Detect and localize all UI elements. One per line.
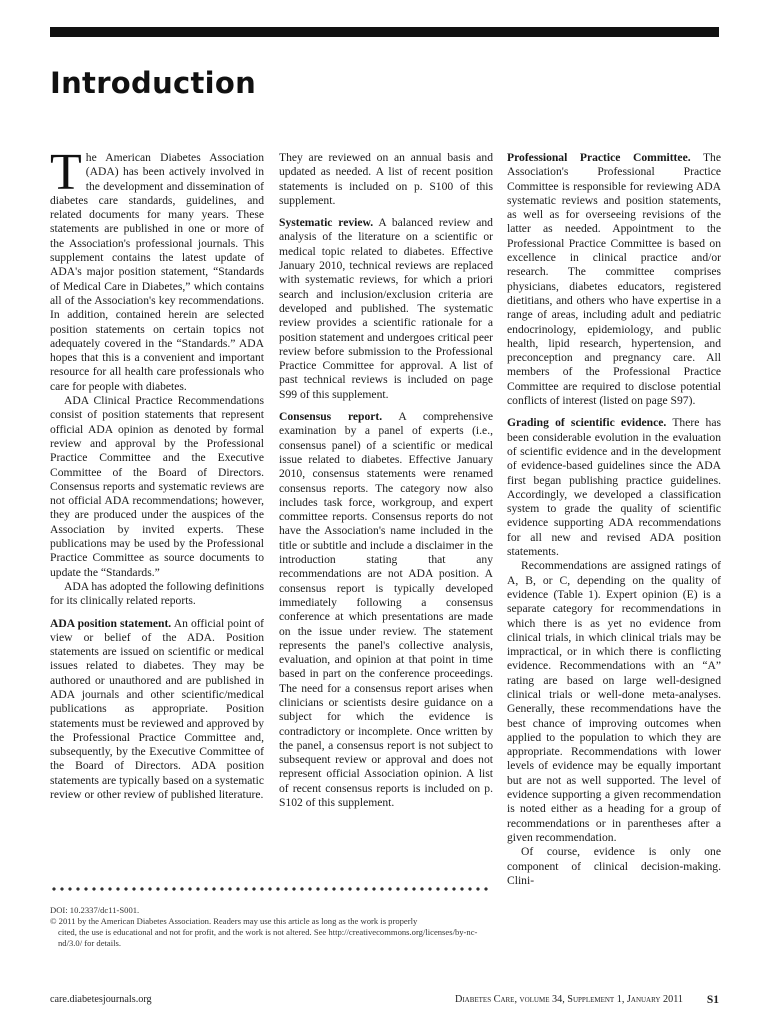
page-footer: [50, 994, 719, 1008]
column-3: [507, 151, 721, 888]
paragraph-recommendations: ADA Clinical Practice Recommendations consist of position statements that represent official ADA opinion as denoted by formal review and approval by the Professional Practice Committee and the Executive Committee of the Board of Directors. Consensus reports and systematic reviews are not official ADA recommendations; however, they are produced under the auspices of the Association by invited experts. These publications may be used by the Professional Practice Committee as source documents to update the “Standards.”: [50, 394, 264, 579]
paragraph-text: An official point of view or belief of the ADA. Position statements are issued on scientific or medical issues related to diabetes. They may be authored or unauthored and are published in ADA journals and other scientific/medical publications as appropriate. Position statements must be reviewed and approved by the Professional Practice Committee and, subsequently, by the Executive Committee of the Board of Directors. ADA position statements are typically based on a systematic review or other review of published literature.: [50, 616, 264, 802]
paragraph-review-basis: They are reviewed on an annual basis and updated as needed. A list of recent position statements is included on p. S100 of this supplement.: [279, 151, 493, 207]
section-heading: Professional Practice Committee.: [507, 151, 691, 164]
footnote: [50, 905, 490, 949]
section-heading: ADA position statement.: [50, 616, 172, 630]
paragraph-consensus-report: [279, 410, 493, 810]
paragraph-position-statement: [50, 617, 264, 803]
paragraph-text: he American Diabetes Association (ADA) has been actively involved in the development and dissemination of diabetes care standards, guidelines, and related documents for many years. These statements are published in one or more of the Association's professional journals. This supplement contains the latest update of ADA's major position statement, “Standards of Medical Care in Diabetes,” which contains all of the Association's key recommendations. In addition, contained herein are selected position statements on certain topics not adequately covered in the “Standards.” ADA hopes that this is a convenient and important resource for all health care professionals who care for people with diabetes.: [50, 151, 264, 393]
paragraph-ratings: Recommendations are assigned ratings of A, B, or C, depending on the quality of evidence (Table 1). Expert opinion (E) is a separate category for recommendations in which there is as yet no evidence from clinical trials, in which clinical trials may be impractical, or in which there is conflicting evidence. Recommendations with an “A” rating are based on large well-designed clinical trials or well-done meta-analyses. Generally, these recommendations have the best chance of improving outcomes when applied to the population to which they are appropriate. Recommendations with lower levels of evidence may be equally important but are not as well supported. The level of evidence supporting a given recommendation is noted either as a heading for a group of recommendations or in parentheses after a given recommendation.: [507, 559, 721, 844]
paragraph-text: A comprehensive examination by a panel of experts (i.e., consensus panel) of a scientific or medical issue related to diabetes. Effective January 2010, consensus statements were renamed consensus reports. The category now also includes task force, workgroup, and expert committee reports. Consensus reports do not have the Association's name included in the title or subtitle and include a disclaimer in the introduction stating that any recommendations are not ADA position. A consensus report is typically developed immediately following a consensus conference at which presentations are made on the issue under review. The statement represents the panel's collective analysis, evaluation, and opinion at that point in time based in part on the conference proceedings. The need for a consensus report arises when clinicians or scientists desire guidance on a subject for which the evidence is contradictory or incomplete. Once written by the panel, a consensus report is not subject to subsequent review or approval and does not represent official Association opinion. A list of recent consensus reports is included on p. S102 of this supplement.: [279, 410, 494, 810]
paragraph-definitions: ADA has adopted the following definitions for its clinically related reports.: [50, 579, 264, 608]
license-text: cited, the use is educational and not for profit, and the work is not altered. See http://creativecommons.org/licenses/by-nc-nd/3.0/ for details.: [58, 927, 478, 948]
paragraph-systematic-review: [279, 216, 493, 402]
copyright-text: © 2011 by the American Diabetes Association. Readers may use this article as long as the work is properly: [50, 916, 418, 926]
paragraph-text: The Association's Professional Practice Committee is responsible for reviewing ADA systematic reviews and position statements, as well as for overseeing revisions of the latter as needed. Appointment to the Professional Practice Committee is based on excellence in clinical practice and/or research. The committee comprises physicians, diabetes educators, registered dietitians, and others who have expertise in a range of areas, including adult and pediatric endocrinology, epidemiology, and public health, lipid research, hypertension, and preconception and pregnancy care. All members of the Professional Practice Committee are required to disclose potential conflicts of interest (listed on page S97).: [507, 151, 721, 408]
paragraph-grading-evidence: [507, 416, 721, 559]
paragraph-decision-making: Of course, evidence is only one component of clinical decision-making. Clini-: [507, 845, 721, 887]
section-heading: Grading of scientific evidence.: [507, 416, 667, 430]
section-heading: Consensus report.: [279, 410, 383, 424]
journal-url: care.diabetesjournals.org: [50, 994, 152, 1005]
column-1: [50, 144, 264, 802]
paragraph-practice-committee: [507, 151, 721, 408]
paragraph-text: There has been considerable evolution in the evaluation of scientific evidence and in the development of evidence-based guidelines since the ADA first began publishing practice guidelines. Accordingly, we developed a classification system to grade the quality of scientific evidence supporting ADA recommendations for all new and revised ADA position statements.: [507, 416, 722, 559]
section-heading: Systematic review.: [279, 216, 374, 230]
top-rule: [50, 27, 719, 37]
paragraph-intro: [50, 144, 264, 394]
page-title: Introduction: [50, 66, 257, 100]
journal-citation: Diabetes Care, volume 34, Supplement 1, January 2011: [454, 994, 683, 1005]
doi-text: DOI: 10.2337/dc11-S001.: [50, 905, 140, 915]
dotted-divider: [50, 886, 490, 892]
drop-cap: T: [50, 144, 82, 201]
column-2: [279, 151, 493, 810]
paragraph-text: A balanced review and analysis of the literature on a scientific or medical topic related to diabetes. Effective January 2010, technical reviews are replaced with systematic reviews, for which a priori search and inclusion/exclusion criteria are developed and published. The systematic review provides a scientific rationale for a position statement and undergoes critical peer review before submission to the Professional Practice Committee for approval. A list of past technical reviews is included on page S99 of this supplement.: [279, 216, 493, 401]
page-number: S1: [706, 994, 719, 1006]
